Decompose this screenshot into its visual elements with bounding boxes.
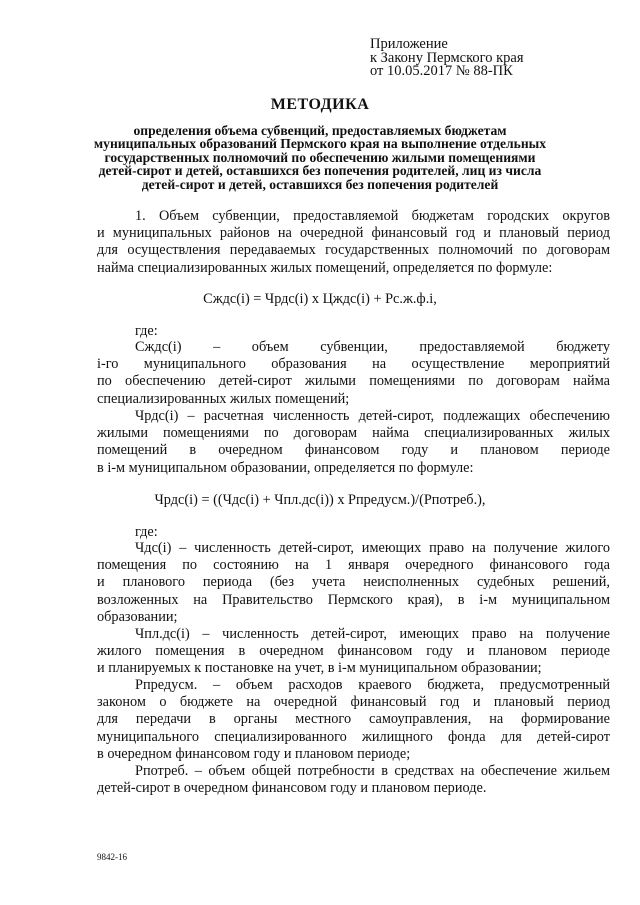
text-line: в очередном финансовом году и плановом периоде; bbox=[97, 745, 411, 762]
definition-2 bbox=[97, 408, 610, 477]
subtitle-line: детей-сирот и детей, оставшихся без попечения родителей, лиц из числа bbox=[98, 163, 542, 179]
text-line: Чрдс(i) – расчетная численность детей-сирот, подлежащих обеспечению bbox=[135, 408, 610, 424]
text-line: Рпредусм. – объем расходов краевого бюджета, предусмотренный bbox=[135, 677, 610, 693]
text-line: детей-сирот в очередном финансовом году и плановом периоде. bbox=[97, 780, 487, 797]
subtitle-line: определения объема субвенций, предоставляемых бюджетам bbox=[133, 123, 507, 138]
text-line: для передачи в органы местного самоуправления, на формирование bbox=[97, 711, 610, 728]
where-label-1: где: bbox=[135, 323, 158, 339]
formula-2: Чрдс(i) = ((Чдс(i) + Чпл.дс(i)) х Рпредусм.)/(Рпотреб.), bbox=[154, 492, 486, 508]
document-number: 9842-16 bbox=[97, 852, 127, 862]
text-line: и планового периода (без учета неисполненных судебных решений, bbox=[97, 574, 610, 591]
text-line: возложенных на Правительство Пермского края), в i-м муниципальном bbox=[97, 591, 610, 608]
definition-3 bbox=[97, 540, 610, 626]
definition-5 bbox=[97, 677, 610, 763]
subtitle-line: детей-сирот и детей, оставшихся без попечения родителей bbox=[141, 176, 499, 192]
document-title: МЕТОДИКА bbox=[270, 96, 370, 113]
appendix-line: от 10.05.2017 № 88-ПК bbox=[370, 63, 513, 79]
text-line: Чпл.дс(i) – численность детей-сирот, имеющих право на получение bbox=[135, 626, 610, 642]
text-line: помещений в очередном финансовом году и плановом периоде bbox=[97, 442, 610, 459]
appendix-header bbox=[370, 38, 524, 79]
definition-1 bbox=[97, 339, 610, 408]
text-line: и муниципальных районов на очередной финансовый год и плановый период bbox=[97, 225, 610, 242]
paragraph-1 bbox=[97, 208, 610, 277]
text-line: в i-м муниципальном образовании, определяется по формуле: bbox=[97, 459, 474, 476]
subtitle-line: государственных полномочий по обеспечению жилыми помещениями bbox=[104, 149, 536, 165]
text-line: для осуществления передаваемых государственных полномочий по договорам bbox=[97, 242, 610, 259]
subtitle-line: муниципальных образований Пермского края на выполнение отдельных bbox=[93, 136, 547, 152]
text-line: и планируемых к постановке на учет, в i-м муниципальном образовании; bbox=[97, 660, 542, 677]
text-line: i-го муниципального образования на осуществление мероприятий bbox=[97, 356, 610, 373]
text-line: жилого помещения в очередном финансовом году и плановом периоде bbox=[97, 643, 610, 660]
text-line: Рпотреб. – объем общей потребности в средствах на обеспечение жильем bbox=[135, 763, 610, 779]
text-line: законом о бюджете на очередной финансовый год и плановый период bbox=[97, 694, 610, 711]
text-line: найма специализированных жилых помещений, определяется по формуле: bbox=[97, 259, 553, 276]
definition-4 bbox=[97, 626, 610, 678]
where-label-2: где: bbox=[135, 524, 158, 540]
text-line: помещения по состоянию на 1 января очередного финансового года bbox=[97, 557, 610, 574]
definition-6 bbox=[97, 763, 610, 797]
text-line: 1. Объем субвенции, предоставляемой бюджетам городских округов bbox=[135, 208, 610, 224]
text-line: муниципального специализированного жилищного фонда для детей-сирот bbox=[97, 728, 610, 745]
text-line: по обеспечению детей-сирот жилыми помещениями по договорам найма bbox=[97, 373, 610, 390]
document-subtitle bbox=[70, 124, 570, 191]
text-line: специализированных жилых помещений; bbox=[97, 390, 350, 407]
text-line: Сждс(i) – объем субвенции, предоставляемой бюджету bbox=[135, 339, 610, 355]
text-line: образовании; bbox=[97, 608, 178, 625]
text-line: Чдс(i) – численность детей-сирот, имеющих право на получение жилого bbox=[135, 540, 610, 556]
appendix-line: к Закону Пермского края bbox=[370, 49, 524, 66]
appendix-line: Приложение bbox=[370, 36, 448, 52]
formula-1: Сждс(i) = Чрдс(i) х Цждс(i) + Рс.ж.ф.i, bbox=[203, 291, 437, 307]
text-line: жилыми помещениями по договорам найма специализированных жилых bbox=[97, 425, 610, 442]
